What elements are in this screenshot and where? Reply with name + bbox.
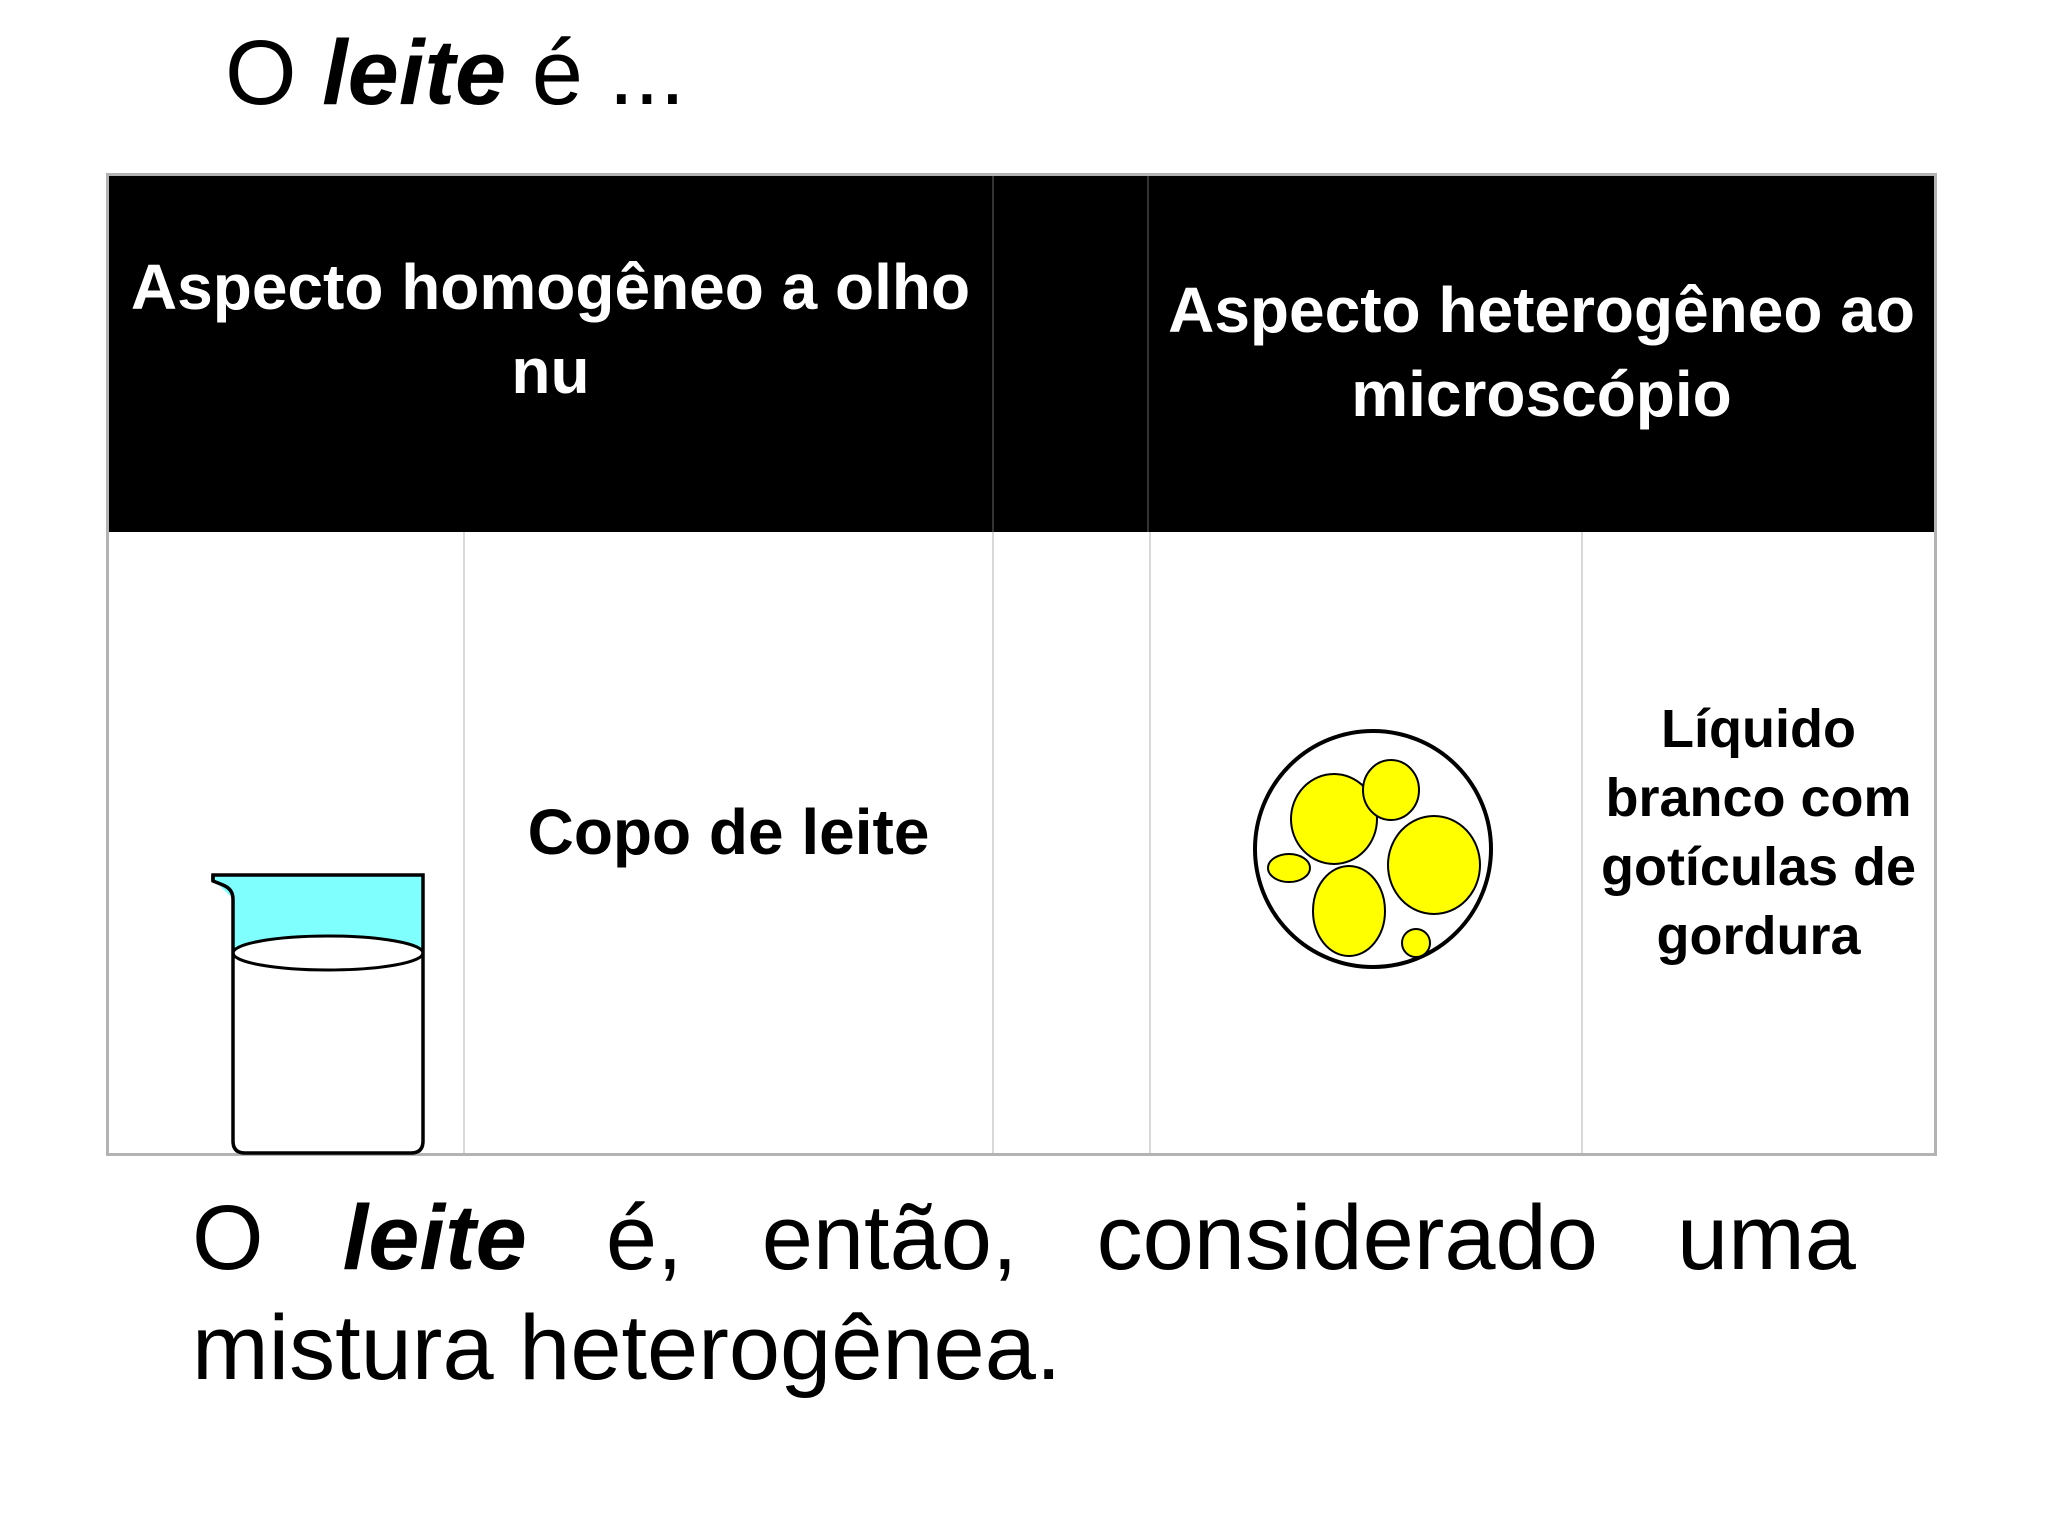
glass-cell [109, 532, 463, 1153]
conclusion-word: O [192, 1187, 264, 1289]
conclusion-word: considerado [1096, 1187, 1598, 1289]
conclusion-word: então, [761, 1187, 1018, 1289]
conclusion-line-2: mistura heterogênea. [192, 1297, 1062, 1399]
microscope-fat-droplets-icon [1151, 531, 1581, 1155]
conclusion-line-1 [192, 1183, 1856, 1293]
header-homogeneous: Aspecto homogêneo a olho nu [109, 176, 992, 532]
comparison-table [106, 173, 1937, 1156]
header-heterogeneous: Aspecto heterogêneo ao microscópio [1149, 176, 1934, 532]
microscope-cell [1151, 532, 1581, 1153]
beaker-of-milk-icon [109, 531, 463, 1155]
micro-description: Líquido branco com gotículas de gordura [1600, 698, 1917, 966]
conclusion-text [192, 1183, 1856, 1403]
conclusion-word-emphasis: leite [342, 1187, 527, 1289]
title-emphasis: leite [322, 22, 507, 124]
slide-title [225, 18, 685, 128]
header-middle [992, 176, 1149, 532]
conclusion-word: é, [605, 1187, 683, 1289]
title-prefix: O [225, 22, 297, 124]
title-suffix: é ... [531, 22, 686, 124]
middle-cell [994, 532, 1149, 1153]
conclusion-word: uma [1676, 1187, 1856, 1289]
glass-caption: Copo de leite [527, 795, 930, 868]
